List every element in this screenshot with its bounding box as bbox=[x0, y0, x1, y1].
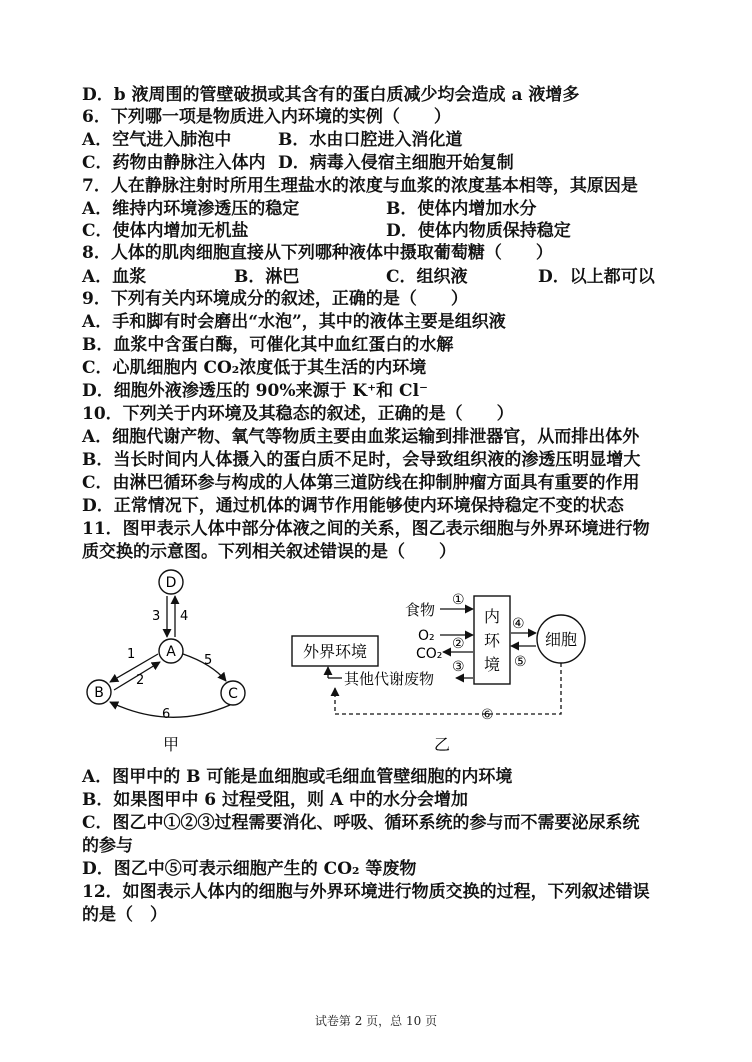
q7-options-row1 bbox=[82, 198, 682, 220]
q11-option-c-cont: 的参与 bbox=[82, 836, 133, 856]
q6-option-a: A．空气进入肺泡中 bbox=[82, 130, 232, 150]
arrow-6-label: 6 bbox=[162, 707, 171, 722]
q5-option-d: D．b 液周围的管壁破损或其含有的蛋白质减少均会造成 a 液增多 bbox=[82, 85, 580, 105]
q7-option-d: D．使体内物质保持稳定 bbox=[386, 221, 571, 241]
co2-label: CO₂ bbox=[416, 646, 443, 662]
diagram-yi-caption: 乙 bbox=[433, 735, 451, 754]
diagram-jia-caption: 甲 bbox=[162, 735, 180, 754]
q11-option-b: B．如果图甲中 6 过程受阻，则 A 中的水分会增加 bbox=[82, 790, 469, 810]
q9-stem: 9．下列有关内环境成分的叙述，正确的是（ ） bbox=[82, 289, 468, 309]
q7-option-a: A．维持内环境渗透压的稳定 bbox=[82, 199, 300, 219]
q11-option-d: D．图乙中⑤可表示细胞产生的 CO₂ 等废物 bbox=[82, 859, 417, 879]
arrow-3-label: 3 bbox=[152, 609, 161, 624]
q8-options bbox=[82, 266, 682, 288]
node-c-label: C bbox=[228, 686, 238, 702]
inner-env-char2: 环 bbox=[483, 631, 501, 650]
q11-stem-line2: 质交换的示意图。下列相关叙述错误的是（ ） bbox=[82, 542, 456, 562]
circle-1-label: ① bbox=[452, 592, 465, 608]
q9-option-c: C．心肌细胞内 CO₂浓度低于其生活的内环境 bbox=[82, 358, 427, 378]
q10-option-b: B．当长时间内人体摄入的蛋白质不足时，会导致组织液的渗透压明显增大 bbox=[82, 450, 641, 470]
q6-option-b: B．水由口腔进入消化道 bbox=[278, 130, 463, 150]
q8-stem: 8．人体的肌肉细胞直接从下列哪种液体中摄取葡萄糖（ ） bbox=[82, 243, 553, 263]
cell-label: 细胞 bbox=[544, 630, 578, 649]
q7-option-b: B．使体内增加水分 bbox=[386, 199, 537, 219]
outer-env-label: 外界环境 bbox=[302, 642, 368, 661]
node-b-label: B bbox=[94, 685, 104, 701]
q11-stem-line1: 11．图甲表示人体中部分体液之间的关系，图乙表示细胞与外界环境进行物 bbox=[82, 519, 650, 539]
q8-option-d: D．以上都可以 bbox=[538, 267, 655, 287]
arrow-2-label: 2 bbox=[136, 673, 145, 688]
page-footer: 试卷第 2 页，总 10 页 bbox=[314, 1014, 438, 1028]
food-label: 食物 bbox=[405, 601, 436, 619]
q9-option-a: A．手和脚有时会磨出“水泡”，其中的液体主要是组织液 bbox=[82, 312, 506, 332]
q10-option-a: A．细胞代谢产物、氧气等物质主要由血浆运输到排泄器官，从而排出体外 bbox=[82, 427, 640, 447]
q7-option-c: C．使体内增加无机盐 bbox=[82, 221, 249, 241]
node-a-label: A bbox=[166, 644, 176, 660]
circle-6-label: ⑥ bbox=[481, 707, 494, 723]
circle-2-label: ② bbox=[452, 636, 465, 652]
q9-option-d: D．细胞外液渗透压的 90%来源于 K⁺和 Cl⁻ bbox=[82, 381, 429, 401]
arrow-4-label: 4 bbox=[180, 609, 189, 624]
q7-stem: 7．人在静脉注射时所用生理盐水的浓度与血浆的浓度基本相等，其原因是 bbox=[82, 176, 638, 196]
q6-options-row1 bbox=[82, 129, 682, 151]
q10-stem: 10．下列关于内环境及其稳态的叙述，正确的是（ ） bbox=[82, 404, 514, 424]
circle-4-label: ④ bbox=[512, 616, 525, 632]
q8-option-b: B．淋巴 bbox=[234, 267, 300, 287]
arrow-1-label: 1 bbox=[127, 647, 136, 662]
q6-stem: 6．下列哪一项是物质进入内环境的实例（ ） bbox=[82, 107, 451, 127]
q11-option-c: C．图乙中①②③过程需要消化、呼吸、循环系统的参与而不需要泌尿系统 bbox=[82, 813, 640, 833]
waste-label: 其他代谢废物 bbox=[344, 670, 435, 688]
q7-options-row2 bbox=[82, 220, 682, 242]
q10-option-d: D．正常情况下，通过机体的调节作用能够使内环境保持稳定不变的状态 bbox=[82, 496, 624, 516]
inner-env-char3: 境 bbox=[483, 655, 501, 674]
inner-env-char1: 内 bbox=[483, 607, 501, 626]
q10-option-c: C．由淋巴循环参与构成的人体第三道防线在抑制肿瘤方面具有重要的作用 bbox=[82, 473, 640, 493]
node-d-label: D bbox=[165, 575, 177, 591]
diagram-yi bbox=[288, 578, 608, 758]
q8-option-a: A．血浆 bbox=[82, 267, 147, 287]
q11-option-a: A．图甲中的 B 可能是血细胞或毛细血管壁细胞的内环境 bbox=[82, 767, 513, 787]
q12-stem-line2: 的是（ ） bbox=[82, 905, 167, 925]
diagram-jia bbox=[80, 566, 260, 756]
o2-label: O₂ bbox=[418, 628, 435, 644]
q8-option-c: C．组织液 bbox=[386, 267, 468, 287]
q9-option-b: B．血浆中含蛋白酶，可催化其中血红蛋白的水解 bbox=[82, 335, 454, 355]
circle-3-label: ③ bbox=[452, 659, 465, 675]
q6-options-row2 bbox=[82, 152, 682, 174]
q6-option-c: C．药物由静脉注入体内 bbox=[82, 153, 266, 173]
q12-stem-line1: 12．如图表示人体内的细胞与外界环境进行物质交换的过程，下列叙述错误 bbox=[82, 882, 650, 902]
arrow-5-label: 5 bbox=[204, 653, 213, 668]
q6-option-d: D．病毒入侵宿主细胞开始复制 bbox=[278, 153, 514, 173]
circle-5-label: ⑤ bbox=[514, 654, 527, 670]
